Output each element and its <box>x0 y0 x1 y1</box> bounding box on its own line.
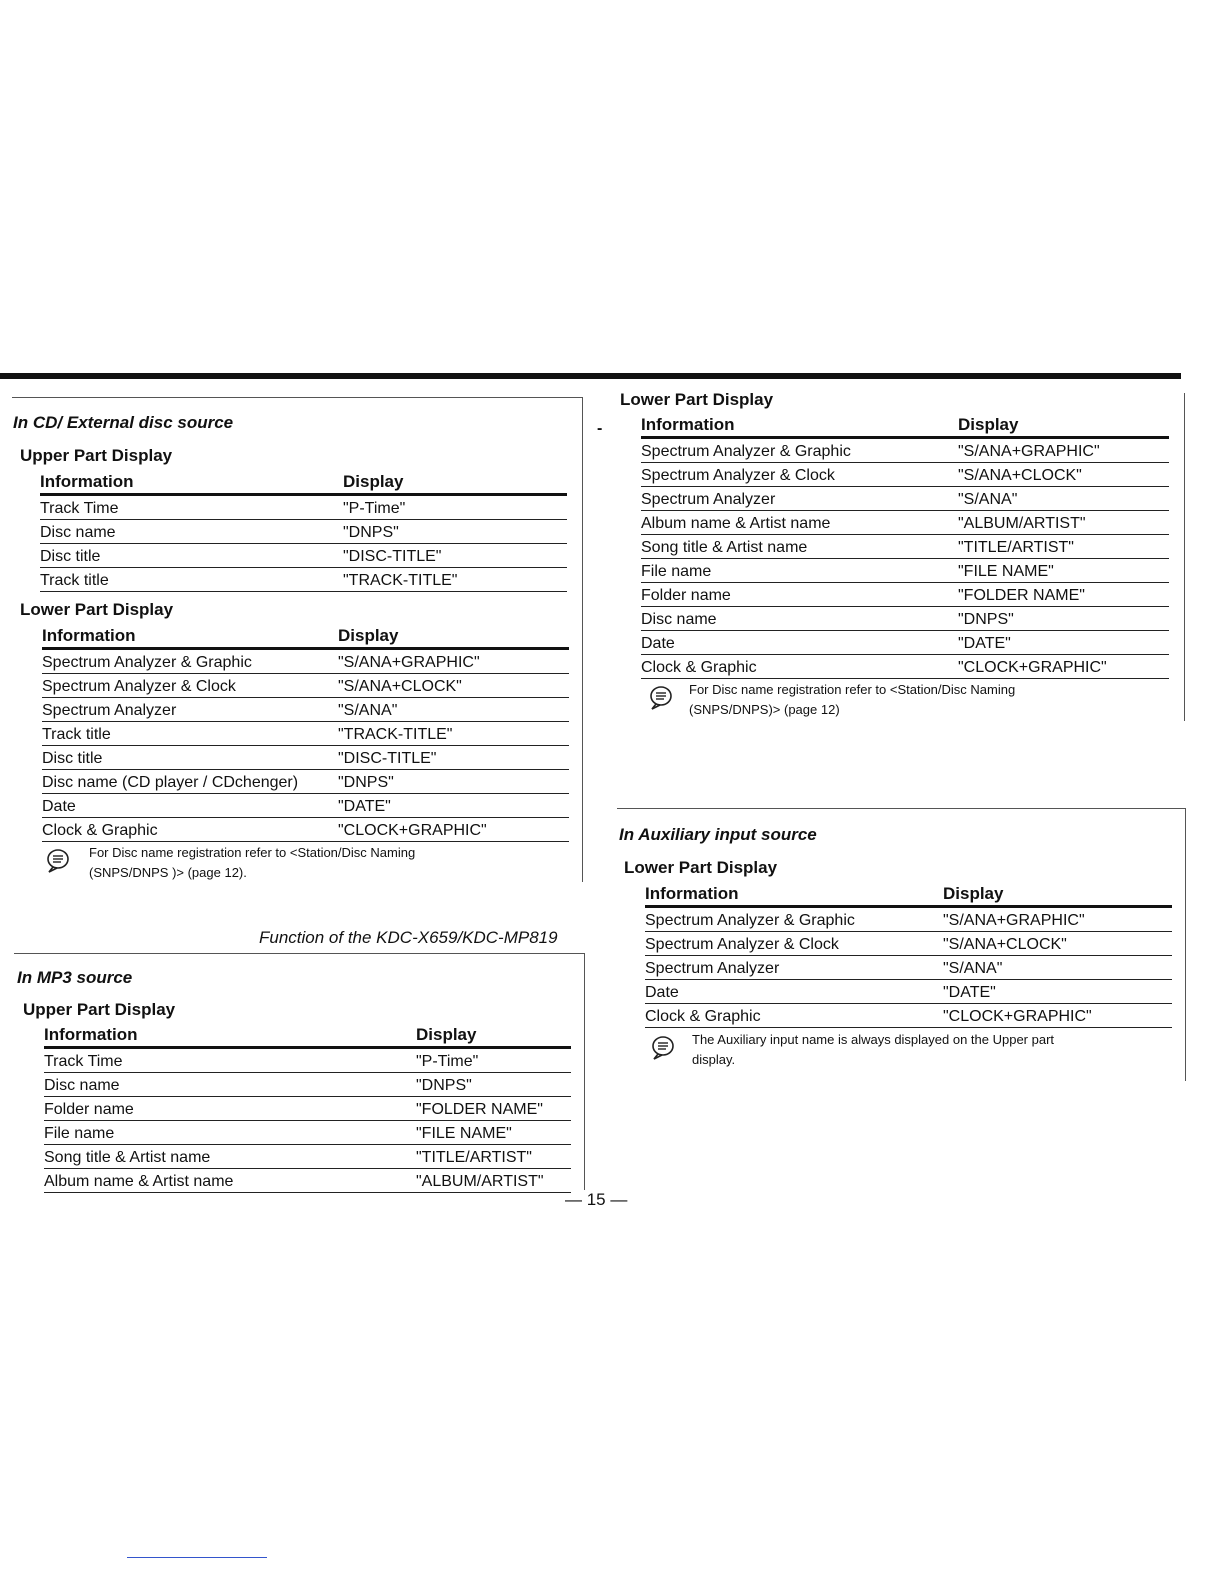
cd-lower-table <box>42 623 569 842</box>
table-row <box>44 1121 571 1145</box>
note-line: For Disc name registration refer to <Station/Disc Naming <box>89 845 416 860</box>
footer-rule <box>127 1557 267 1558</box>
header-display: Display <box>343 472 404 491</box>
cd-section-title: In CD/ External disc source <box>13 413 234 432</box>
row-display: "CLOCK+GRAPHIC" <box>943 1008 1092 1025</box>
row-display: "S/ANA+GRAPHIC" <box>958 443 1100 460</box>
row-display: "ALBUM/ARTIST" <box>958 515 1086 532</box>
cd-lower-title: Lower Part Display <box>20 600 174 619</box>
table-row <box>44 1145 571 1169</box>
table-row <box>42 722 569 746</box>
cd-upper-table <box>40 469 567 592</box>
row-display: "DNPS" <box>338 774 394 791</box>
row-information: File name <box>44 1125 115 1142</box>
cd-upper-title: Upper Part Display <box>20 446 173 465</box>
table-header <box>44 1022 571 1049</box>
top-rule <box>0 373 1181 379</box>
table-row <box>42 794 569 818</box>
row-display: "S/ANA+GRAPHIC" <box>338 654 480 671</box>
note-line: (SNPS/DNPS)> (page 12) <box>689 702 840 717</box>
row-information: Song title & Artist name <box>641 539 808 556</box>
mp3-upper-table <box>44 1022 571 1193</box>
row-display: "S/ANA" <box>958 491 1018 508</box>
table-row <box>645 956 1172 980</box>
table-row <box>641 631 1169 655</box>
row-display: "DISC-TITLE" <box>338 750 437 767</box>
aux-section-title: In Auxiliary input source <box>619 825 817 844</box>
row-display: "P-Time" <box>343 500 406 517</box>
table-row <box>42 770 569 794</box>
aux-lower-title: Lower Part Display <box>624 858 778 877</box>
row-display: "FILE NAME" <box>958 563 1054 580</box>
row-information: Album name & Artist name <box>44 1173 234 1190</box>
row-information: Date <box>42 798 76 815</box>
row-display: "S/ANA+CLOCK" <box>943 936 1067 953</box>
table-row <box>641 583 1169 607</box>
table-row <box>40 568 567 592</box>
table-row <box>40 544 567 568</box>
header-information: Information <box>42 626 136 645</box>
row-information: Track Time <box>40 500 119 517</box>
note-memo-icon <box>650 1035 678 1061</box>
mp3-section-title: In MP3 source <box>17 968 133 987</box>
table-row <box>44 1169 571 1193</box>
table-row <box>641 535 1169 559</box>
table-row <box>42 818 569 842</box>
row-information: Disc name <box>641 611 717 628</box>
row-display: "TRACK-TITLE" <box>343 572 458 589</box>
table-header <box>641 412 1169 439</box>
table-row <box>40 520 567 544</box>
header-display: Display <box>958 415 1019 434</box>
aux-note <box>692 1030 1054 1070</box>
note-line: For Disc name registration refer to <Station/Disc Naming <box>689 682 1016 697</box>
table-row <box>42 698 569 722</box>
header-display: Display <box>943 884 1004 903</box>
row-information: Spectrum Analyzer <box>42 702 177 719</box>
function-caption: Function of the KDC-X659/KDC-MP819 <box>259 928 558 947</box>
note-line: display. <box>692 1052 736 1067</box>
row-information: Spectrum Analyzer & Graphic <box>42 654 252 671</box>
table-row <box>42 746 569 770</box>
row-information: Disc title <box>42 750 103 767</box>
mp3-upper-title: Upper Part Display <box>23 1000 176 1019</box>
header-display: Display <box>338 626 399 645</box>
cd-note <box>89 843 415 883</box>
page-number: — 15 — <box>565 1190 628 1209</box>
row-display: "TITLE/ARTIST" <box>416 1149 532 1166</box>
row-display: "DATE" <box>943 984 996 1001</box>
table-row <box>44 1073 571 1097</box>
row-display: "DNPS" <box>416 1077 472 1094</box>
row-display: "DNPS" <box>958 611 1014 628</box>
header-information: Information <box>645 884 739 903</box>
row-information: Track title <box>42 726 111 743</box>
table-header <box>40 469 567 496</box>
row-information: Album name & Artist name <box>641 515 831 532</box>
table-row <box>641 559 1169 583</box>
table-row <box>645 932 1172 956</box>
bullet-dash: - <box>597 420 603 437</box>
table-row <box>641 439 1169 463</box>
right-column-rule <box>1184 393 1185 721</box>
table-row <box>645 1004 1172 1028</box>
row-display: "S/ANA+GRAPHIC" <box>943 912 1085 929</box>
aux-lower-table <box>645 881 1172 1028</box>
row-information: Clock & Graphic <box>645 1008 761 1025</box>
row-information: File name <box>641 563 712 580</box>
note-line: The Auxiliary input name is always displayed on the Upper part <box>692 1032 1055 1047</box>
row-information: Spectrum Analyzer <box>641 491 776 508</box>
table-row <box>641 463 1169 487</box>
header-information: Information <box>44 1025 138 1044</box>
mp3-lower-title: Lower Part Display <box>620 390 774 409</box>
row-information: Spectrum Analyzer & Clock <box>42 678 236 695</box>
row-display: "CLOCK+GRAPHIC" <box>958 659 1107 676</box>
row-display: "S/ANA+CLOCK" <box>338 678 462 695</box>
table-row <box>42 674 569 698</box>
header-information: Information <box>641 415 735 434</box>
row-display: "FOLDER NAME" <box>958 587 1085 604</box>
row-information: Spectrum Analyzer & Graphic <box>645 912 855 929</box>
table-row <box>641 487 1169 511</box>
table-row <box>641 511 1169 535</box>
table-header <box>42 623 569 650</box>
row-information: Folder name <box>641 587 731 604</box>
row-display: "FILE NAME" <box>416 1125 512 1142</box>
table-header <box>645 881 1172 908</box>
table-row <box>44 1049 571 1073</box>
note-memo-icon <box>45 848 73 874</box>
note-line: (SNPS/DNPS )> (page 12). <box>89 865 247 880</box>
row-display: "FOLDER NAME" <box>416 1101 543 1118</box>
row-information: Disc name (CD player / CDchenger) <box>42 774 299 791</box>
row-display: "DATE" <box>958 635 1011 652</box>
row-display: "S/ANA" <box>943 960 1003 977</box>
row-information: Track Time <box>44 1053 123 1070</box>
row-information: Song title & Artist name <box>44 1149 211 1166</box>
row-display: "ALBUM/ARTIST" <box>416 1173 544 1190</box>
header-display: Display <box>416 1025 477 1044</box>
row-information: Spectrum Analyzer <box>645 960 780 977</box>
note-memo-icon <box>648 685 676 711</box>
row-information: Disc name <box>40 524 116 541</box>
row-display: "P-Time" <box>416 1053 479 1070</box>
row-display: "DISC-TITLE" <box>343 548 442 565</box>
table-row <box>641 655 1169 679</box>
row-information: Date <box>645 984 679 1001</box>
row-information: Spectrum Analyzer & Graphic <box>641 443 851 460</box>
row-display: "CLOCK+GRAPHIC" <box>338 822 487 839</box>
header-information: Information <box>40 472 134 491</box>
table-row <box>645 908 1172 932</box>
row-information: Date <box>641 635 675 652</box>
row-information: Spectrum Analyzer & Clock <box>645 936 839 953</box>
row-display: "DATE" <box>338 798 391 815</box>
row-display: "S/ANA+CLOCK" <box>958 467 1082 484</box>
mp3-lower-note <box>689 680 1015 720</box>
row-information: Clock & Graphic <box>42 822 158 839</box>
row-information: Spectrum Analyzer & Clock <box>641 467 835 484</box>
row-information: Disc name <box>44 1077 120 1094</box>
mp3-lower-table <box>641 412 1169 679</box>
row-display: "DNPS" <box>343 524 399 541</box>
table-row <box>44 1097 571 1121</box>
table-row <box>641 607 1169 631</box>
table-row <box>40 496 567 520</box>
row-information: Folder name <box>44 1101 134 1118</box>
row-display: "TITLE/ARTIST" <box>958 539 1074 556</box>
row-information: Disc title <box>40 548 101 565</box>
row-display: "TRACK-TITLE" <box>338 726 453 743</box>
table-row <box>645 980 1172 1004</box>
row-information: Clock & Graphic <box>641 659 757 676</box>
row-information: Track title <box>40 572 109 589</box>
row-display: "S/ANA" <box>338 702 398 719</box>
table-row <box>42 650 569 674</box>
